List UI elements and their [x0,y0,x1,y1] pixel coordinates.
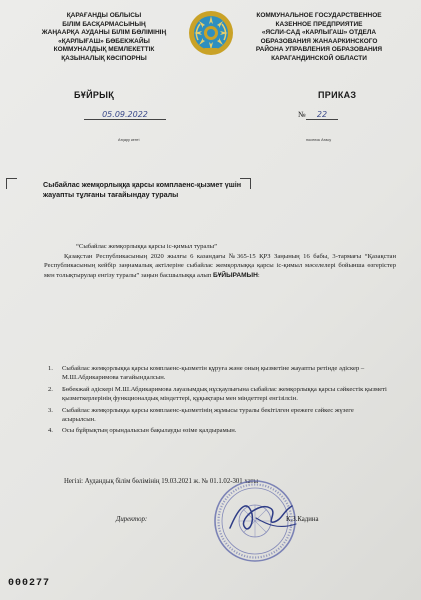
command-word: БҰЙЫРАМЫН [212,271,258,279]
list-item [48,385,388,403]
order-date: 05.09.2022 [84,110,166,120]
order-title-kazakh: БҰЙРЫҚ [74,90,115,100]
item-text: Сыбайлас жемқорлыққа қарсы комплаенс-қызметін құруға және оның қызметіне жауапты ретінде әдіскер – М.Ш.Абдикаримова тағайындалсын. [62,365,365,382]
item-number: 1. [48,365,53,372]
command-suffix: : [257,271,260,279]
preamble-text: Қазақстан Республикасының 2020 жылғы 6 казандағы №365-15 ҚРЗ Заңының 16 бабы, 3-тармағы “Қазақстан Республикасының кейбір заңнамалық актілеріне сыбайлас жемқорлыққа қарсы іс-қимыл мәселелері бойынша өзгерістер мен толықтырулар енгізу туралы” заңын басшылыққа алып [44,253,396,279]
list-item [48,406,388,424]
order-subject: Сыбайлас жемқорлыққа қарсы комплаенс-қызмет үшін жауапты тұлғаны тағайындау туралы [43,180,242,199]
serial-number: 000277 [8,578,51,589]
number-sign: № [298,110,306,119]
signatory-name: К.З.Кадина [286,516,319,523]
header-left-kazakh: ҚАРАҒАНДЫ ОБЛЫСЫ БІЛІМ БАСҚАРМАСЫНЫҢ ЖАҢААРҚА АУДАНЫ БІЛІМ БӨЛІМІНІҢ «ҚАРЛЫҒАШ» БӨБЕКЖАЙЫ КОММУНАЛДЫҚ МЕМЛЕКЕТТІК ҚАЗЫНАЛЫҚ КӘСІПОРНЫ [41,12,167,62]
list-item [48,364,388,382]
item-text: Бөбекжай әдіскері М.Ш.Абдикаримова лауазымдық нұсқаулығына сыбайлас жемқорлыққа қарсы сәйкестік қызметі қызметкерлерінің функционалдық міндеттері, құқықтары мен міндеттері енгізілсін. [62,385,387,402]
place-caption-russian: поселок Атасу [306,138,332,142]
order-number: 22 [306,110,338,120]
header-right-russian: КОММУНАЛЬНОЕ ГОСУДАРСТВЕННОЕ КАЗЕННОЕ ПРЕДПРИЯТИЕ «ЯСЛИ-САД «КАРЛЫГАШ» ОТДЕЛА ОБРАЗОВАНИЯ ЖАНААРКИНСКОГО РАЙОНА УПРАВЛЕНИЯ ОБРАЗОВАНИЯ КАРАГАНДИНСКОЙ ОБЛАСТИ [255,12,383,62]
place-caption-kazakh: Атқару кенті [118,138,140,142]
state-emblem-icon [188,10,234,56]
preamble-paragraph [44,252,396,280]
item-number: 4. [48,427,53,435]
law-title-quote: “Сыбайлас жемқорлыққа қарсы іс-қимыл туралы” [76,243,218,250]
signatory-role: Директор: [116,516,148,523]
item-number: 2. [48,385,53,393]
item-text: Осы бұйрықтың орындалысын бақылауды өзіме қалдырамын. [62,427,237,435]
item-number: 3. [48,406,53,414]
order-items-list [48,364,388,438]
item-text: Сыбайлас жемқорлыққа қарсы комплаенс-қызметінің жұмысы туралы бекітілген ережеге сәйкес жүзеге асырылсын. [62,406,354,423]
basis-line: Негізі: Аудандық білім бөлімінің 19.03.2021 ж. № 01.1.02-301 хаты [64,478,259,485]
subject-bracket-left [6,178,17,189]
order-title-russian: ПРИКАЗ [318,90,357,100]
list-item [48,426,388,435]
